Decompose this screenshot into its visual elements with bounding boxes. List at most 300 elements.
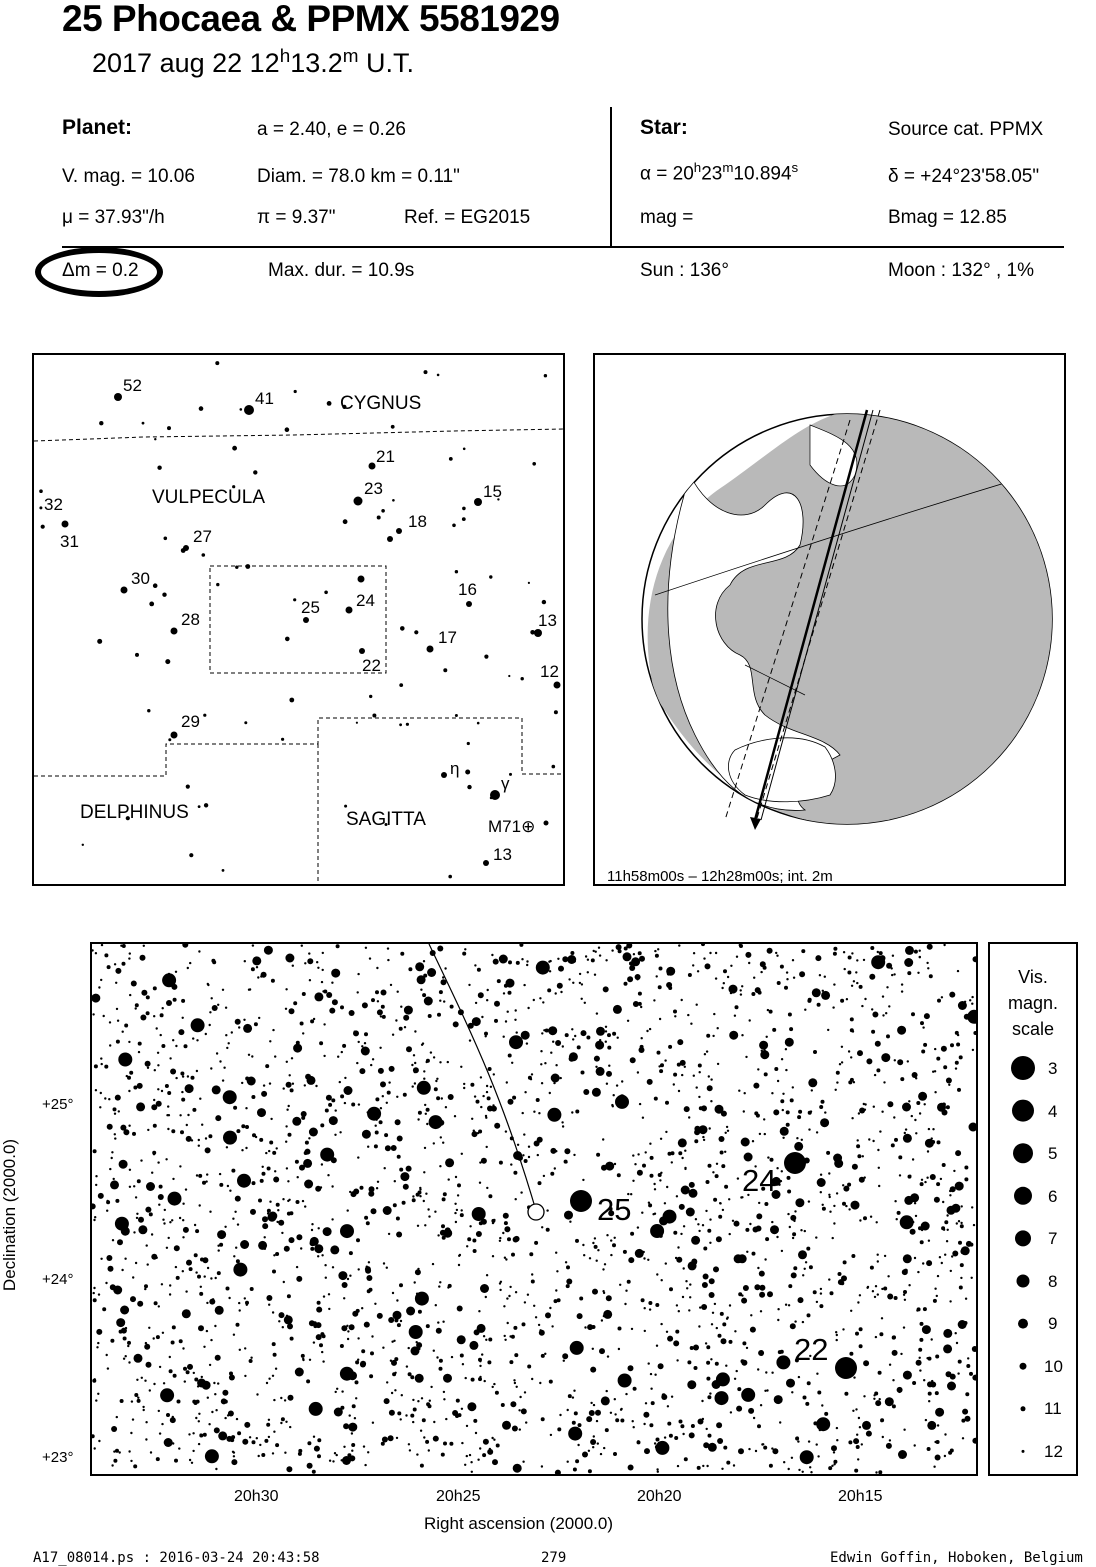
chart-star	[507, 1322, 509, 1324]
chart-star	[797, 1440, 799, 1442]
chart-star	[753, 1417, 755, 1419]
chart-star	[258, 1455, 260, 1457]
chart-star	[403, 1184, 409, 1190]
chart-star	[516, 1031, 518, 1033]
chart-star	[455, 1221, 457, 1223]
chart-star	[372, 1058, 374, 1060]
chart-star	[569, 1052, 578, 1061]
chart-star	[146, 995, 150, 999]
chart-star	[754, 1284, 760, 1290]
chart-star	[939, 1256, 941, 1258]
chart-star	[528, 1146, 530, 1148]
chart-star	[486, 1187, 488, 1189]
chart-star	[717, 1438, 723, 1444]
chart-star	[744, 1153, 753, 1162]
chart-star	[508, 1054, 512, 1058]
chart-star	[716, 1163, 718, 1165]
chart-star	[877, 951, 879, 953]
chart-star	[267, 1209, 271, 1213]
chart-star	[237, 1431, 241, 1435]
chart-star	[224, 1417, 226, 1419]
chart-star	[879, 966, 881, 968]
chart-star	[817, 1391, 821, 1395]
chart-star	[235, 1019, 241, 1025]
chart-star	[656, 1468, 658, 1470]
chart-star	[714, 1303, 716, 1305]
chart-star	[583, 1089, 589, 1095]
chart-star	[904, 1196, 913, 1205]
chart-star	[564, 1211, 573, 1220]
chart-star	[440, 1230, 446, 1236]
chart-star	[317, 1255, 319, 1257]
chart-star	[864, 1103, 866, 1105]
chart-star	[703, 1247, 707, 1251]
chart-star	[881, 1053, 890, 1062]
chart-star	[107, 1367, 109, 1369]
chart-star	[811, 1089, 813, 1091]
chart-star	[741, 1360, 747, 1366]
chart-star	[346, 1325, 348, 1327]
chart-star	[959, 1055, 963, 1059]
chart-star	[121, 1269, 123, 1271]
chart-star	[413, 1054, 415, 1056]
chart-star	[892, 1404, 896, 1408]
star-label: η	[450, 759, 460, 778]
finder-star	[465, 770, 470, 775]
chart-star	[875, 1400, 881, 1406]
chart-star	[878, 1167, 880, 1169]
chart-star	[245, 1107, 247, 1109]
chart-star	[327, 1174, 329, 1176]
chart-star	[194, 1401, 198, 1405]
chart-star	[869, 974, 875, 980]
chart-star	[168, 1114, 170, 1116]
chart-star	[962, 1437, 964, 1439]
chart-star	[582, 1244, 584, 1246]
chart-star	[788, 1468, 790, 1470]
chart-star	[492, 1459, 498, 1465]
chart-star	[684, 1457, 688, 1461]
finder-star	[346, 607, 353, 614]
chart-star	[163, 1382, 165, 1384]
chart-star	[619, 1284, 621, 1286]
chart-star	[720, 1151, 724, 1155]
chart-star	[758, 1202, 760, 1204]
chart-star	[389, 1410, 395, 1416]
chart-star	[387, 947, 389, 949]
chart-star	[360, 1186, 364, 1190]
chart-star	[866, 1058, 872, 1064]
chart-star	[153, 1383, 155, 1385]
chart-star	[676, 1359, 678, 1361]
chart-star	[129, 952, 131, 954]
chart-star	[946, 1240, 948, 1242]
chart-star	[174, 1459, 178, 1463]
chart-star	[355, 1380, 359, 1384]
chart-star	[851, 1117, 853, 1119]
chart-star	[914, 1444, 916, 1446]
chart-star	[914, 1257, 916, 1259]
chart-star	[698, 1419, 704, 1425]
chart-star	[958, 1360, 962, 1364]
chart-star	[349, 1324, 355, 1330]
chart-star	[960, 1277, 962, 1279]
chart-star	[218, 1431, 227, 1440]
chart-star	[836, 1439, 838, 1441]
chart-star	[129, 1071, 133, 1075]
chart-star	[637, 1170, 643, 1176]
chart-star	[281, 1232, 283, 1234]
chart-star	[423, 1171, 425, 1173]
chart-star	[971, 1206, 973, 1208]
chart-star	[933, 1466, 935, 1468]
chart-star	[590, 1367, 596, 1373]
chart-star	[502, 1421, 511, 1430]
chart-star	[611, 949, 613, 951]
chart-star	[947, 1206, 956, 1215]
chart-star	[822, 1207, 826, 1211]
chart-star	[425, 1113, 427, 1115]
chart-star	[852, 1164, 858, 1170]
chart-star	[713, 1266, 719, 1272]
chart-star	[829, 1196, 831, 1198]
chart-star	[198, 1145, 200, 1147]
chart-star	[721, 1164, 725, 1168]
chart-star	[356, 1062, 358, 1064]
chart-star	[180, 1130, 184, 1134]
chart-star	[207, 1267, 209, 1269]
chart-star	[369, 1186, 375, 1192]
chart-star	[624, 982, 628, 986]
chart-star	[719, 1136, 725, 1142]
chart-star	[579, 973, 581, 975]
chart-star	[125, 1327, 127, 1329]
chart-star	[302, 992, 306, 996]
chart-star	[602, 1138, 604, 1140]
chart-star	[903, 1429, 905, 1431]
chart-star	[250, 1357, 252, 1359]
chart-star	[439, 1165, 441, 1167]
chart-star	[923, 1379, 925, 1381]
chart-star	[191, 1462, 193, 1464]
chart-star	[182, 1219, 184, 1221]
chart-star	[853, 1438, 859, 1444]
chart-star	[957, 1088, 961, 1092]
chart-star	[628, 1365, 634, 1371]
chart-star	[682, 1433, 684, 1435]
chart-star	[184, 1380, 186, 1382]
chart-star	[321, 1351, 323, 1353]
finder-star	[554, 682, 561, 689]
chart-star	[951, 1255, 953, 1257]
chart-star	[100, 1258, 102, 1260]
chart-star	[659, 1179, 661, 1181]
chart-star	[396, 1299, 398, 1301]
chart-star	[969, 1372, 973, 1376]
chart-star	[776, 955, 778, 957]
chart-star	[769, 1010, 773, 1014]
chart-star	[620, 1419, 624, 1423]
chart-star	[729, 1233, 731, 1235]
legend-mag: 3	[1048, 1059, 1058, 1078]
chart-star	[596, 1260, 598, 1262]
chart-star	[885, 1397, 894, 1406]
chart-star	[644, 1307, 646, 1309]
chart-star	[786, 971, 788, 973]
chart-star	[973, 1031, 976, 1035]
chart-star	[734, 1221, 740, 1227]
chart-star	[315, 1085, 317, 1087]
legend-dot	[1021, 1406, 1026, 1411]
chart-star	[436, 1356, 438, 1358]
chart-star	[477, 1459, 479, 1461]
y-tick-label: +23°	[42, 1449, 74, 1466]
chart-star	[495, 1391, 499, 1395]
chart-star	[120, 1399, 124, 1403]
x-tick-label: 20h20	[637, 1488, 682, 1505]
chart-star	[656, 1438, 660, 1442]
chart-star	[143, 945, 145, 947]
chart-star	[215, 1468, 217, 1470]
chart-star	[820, 1292, 822, 1294]
chart-star	[491, 1437, 493, 1439]
footer-file: A17_08014.ps : 2016-03-24 20:43:58	[33, 1550, 320, 1566]
chart-star	[843, 1186, 849, 1192]
finder-star	[154, 438, 156, 440]
chart-star	[681, 1074, 683, 1076]
chart-star	[114, 963, 116, 965]
chart-star	[217, 1271, 221, 1275]
chart-star	[920, 1182, 924, 1186]
chart-star	[325, 1109, 329, 1113]
chart-star	[461, 1209, 463, 1211]
chart-star	[924, 1013, 930, 1019]
chart-star	[919, 1112, 921, 1114]
chart-star	[326, 1095, 332, 1101]
chart-star	[581, 1071, 585, 1075]
chart-star	[231, 1435, 235, 1439]
chart-star	[521, 1031, 530, 1040]
chart-star	[178, 1447, 180, 1449]
chart-star	[647, 1079, 653, 1085]
chart-star	[689, 1189, 698, 1198]
chart-star	[508, 1099, 514, 1105]
chart-star	[491, 954, 493, 956]
chart-star	[935, 1455, 941, 1461]
chart-star	[101, 1063, 103, 1065]
chart-star	[413, 1408, 417, 1412]
chart-star	[186, 1260, 192, 1266]
finder-star	[147, 709, 150, 712]
chart-star	[630, 1057, 636, 1063]
chart-star	[787, 1358, 789, 1360]
chart-star	[750, 1314, 752, 1316]
chart-star	[102, 1307, 106, 1311]
star-label: 29	[181, 712, 200, 731]
chart-star	[861, 1005, 863, 1007]
chart-star	[816, 1373, 818, 1375]
chart-star	[920, 1322, 924, 1326]
chart-star	[799, 971, 805, 977]
chart-star	[379, 1120, 383, 1124]
chart-star	[690, 1346, 694, 1350]
chart-star	[296, 1200, 300, 1204]
chart-star	[634, 1163, 636, 1165]
chart-star	[229, 1190, 231, 1192]
chart-star	[162, 973, 176, 987]
chart-star	[755, 987, 761, 993]
chart-star	[900, 1077, 904, 1081]
chart-star	[458, 1255, 460, 1257]
chart-star	[184, 1044, 188, 1048]
chart-star	[507, 1011, 509, 1013]
chart-star	[168, 1237, 170, 1239]
chart-star	[163, 1222, 165, 1224]
chart-star	[864, 998, 866, 1000]
chart-star	[123, 1358, 125, 1360]
chart-star	[771, 1221, 773, 1223]
chart-star	[764, 1072, 768, 1076]
chart-star	[226, 1047, 228, 1049]
star-label: 12	[540, 662, 559, 681]
chart-star	[507, 1237, 511, 1241]
chart-star	[428, 1215, 430, 1217]
chart-star	[185, 1290, 187, 1292]
finder-star	[406, 723, 409, 726]
chart-star	[321, 981, 323, 983]
star-label: 30	[131, 569, 150, 588]
chart-star	[872, 1290, 874, 1292]
chart-star	[880, 955, 886, 961]
chart-star	[436, 1096, 440, 1100]
chart-star	[567, 1461, 569, 1463]
planet-orbit: a = 2.40, e = 0.26	[257, 119, 406, 140]
chart-star	[519, 944, 523, 947]
chart-star	[308, 952, 310, 954]
chart-star	[724, 1185, 728, 1189]
chart-star	[154, 1301, 158, 1305]
chart-star	[683, 1267, 685, 1269]
chart-star	[771, 1372, 773, 1374]
chart-star	[927, 1381, 933, 1387]
chart-star	[764, 1133, 766, 1135]
chart-star	[942, 1163, 946, 1167]
chart-star	[191, 1139, 193, 1141]
chart-star	[472, 1131, 478, 1137]
chart-star	[549, 1380, 553, 1384]
chart-star	[528, 1156, 530, 1158]
chart-star	[196, 1070, 198, 1072]
chart-star	[610, 1412, 612, 1414]
chart-star	[215, 1115, 221, 1121]
chart-star	[536, 1098, 540, 1102]
chart-star	[412, 1085, 414, 1087]
chart-star	[903, 1371, 912, 1380]
chart-star	[807, 1381, 811, 1385]
chart-star	[661, 1394, 667, 1400]
chart-star	[566, 1279, 572, 1285]
chart-star	[248, 989, 250, 991]
chart-star	[193, 1372, 195, 1374]
chart-star	[704, 1053, 706, 1055]
chart-star	[774, 1395, 783, 1404]
chart-star	[879, 951, 883, 955]
chart-star	[266, 1382, 268, 1384]
chart-star	[402, 1201, 406, 1205]
chart-star	[918, 1092, 927, 1101]
chart-star	[304, 1205, 306, 1207]
chart-star	[791, 1457, 793, 1459]
chart-star	[212, 960, 216, 964]
chart-star	[478, 1310, 480, 1312]
chart-star	[322, 952, 324, 954]
chart-star	[646, 1030, 648, 1032]
chart-star	[654, 1442, 656, 1444]
finder-star	[554, 710, 558, 714]
chart-star	[650, 1174, 654, 1178]
chart-star	[169, 1369, 173, 1373]
chart-star	[801, 1139, 803, 1141]
chart-star	[813, 1421, 817, 1425]
star-label: 21	[376, 447, 395, 466]
chart-star	[326, 992, 332, 998]
chart-star	[328, 1293, 330, 1295]
chart-star	[292, 965, 294, 967]
chart-star	[166, 1247, 168, 1249]
chart-star	[606, 1083, 608, 1085]
chart-star	[236, 1323, 240, 1327]
chart-star	[485, 1296, 487, 1298]
chart-star-label: 22	[794, 1332, 829, 1367]
chart-star	[671, 1161, 673, 1163]
chart-star	[912, 1381, 916, 1385]
chart-star	[588, 1469, 592, 1473]
chart-star	[119, 1451, 121, 1453]
finder-star	[427, 646, 434, 653]
chart-star	[889, 1439, 891, 1441]
chart-star	[881, 1317, 883, 1319]
chart-star	[135, 1003, 139, 1007]
legend-mag: 11	[1044, 1399, 1062, 1418]
chart-star	[107, 1124, 113, 1130]
chart-star	[716, 1327, 718, 1329]
chart-star	[527, 1007, 529, 1009]
chart-star	[106, 1255, 112, 1261]
chart-star	[816, 1131, 818, 1133]
chart-star	[588, 1450, 590, 1452]
chart-star	[147, 1129, 149, 1131]
chart-star	[277, 1209, 279, 1211]
chart-star	[185, 1188, 187, 1190]
chart-star	[947, 1382, 956, 1391]
chart-star	[687, 1360, 691, 1364]
chart-star	[603, 1310, 612, 1319]
chart-star	[371, 998, 375, 1002]
chart-star	[944, 1433, 946, 1435]
star-label: 17	[438, 628, 457, 647]
chart-star	[372, 1422, 374, 1424]
finder-star	[392, 499, 395, 502]
chart-star	[785, 1048, 787, 1050]
chart-star	[497, 979, 501, 983]
chart-star	[185, 1084, 194, 1093]
chart-star	[820, 1118, 829, 1127]
chart-star	[425, 1193, 427, 1195]
chart-star	[650, 1156, 654, 1160]
chart-star	[568, 1394, 572, 1398]
chart-star	[414, 1030, 416, 1032]
finder-star	[39, 489, 43, 493]
